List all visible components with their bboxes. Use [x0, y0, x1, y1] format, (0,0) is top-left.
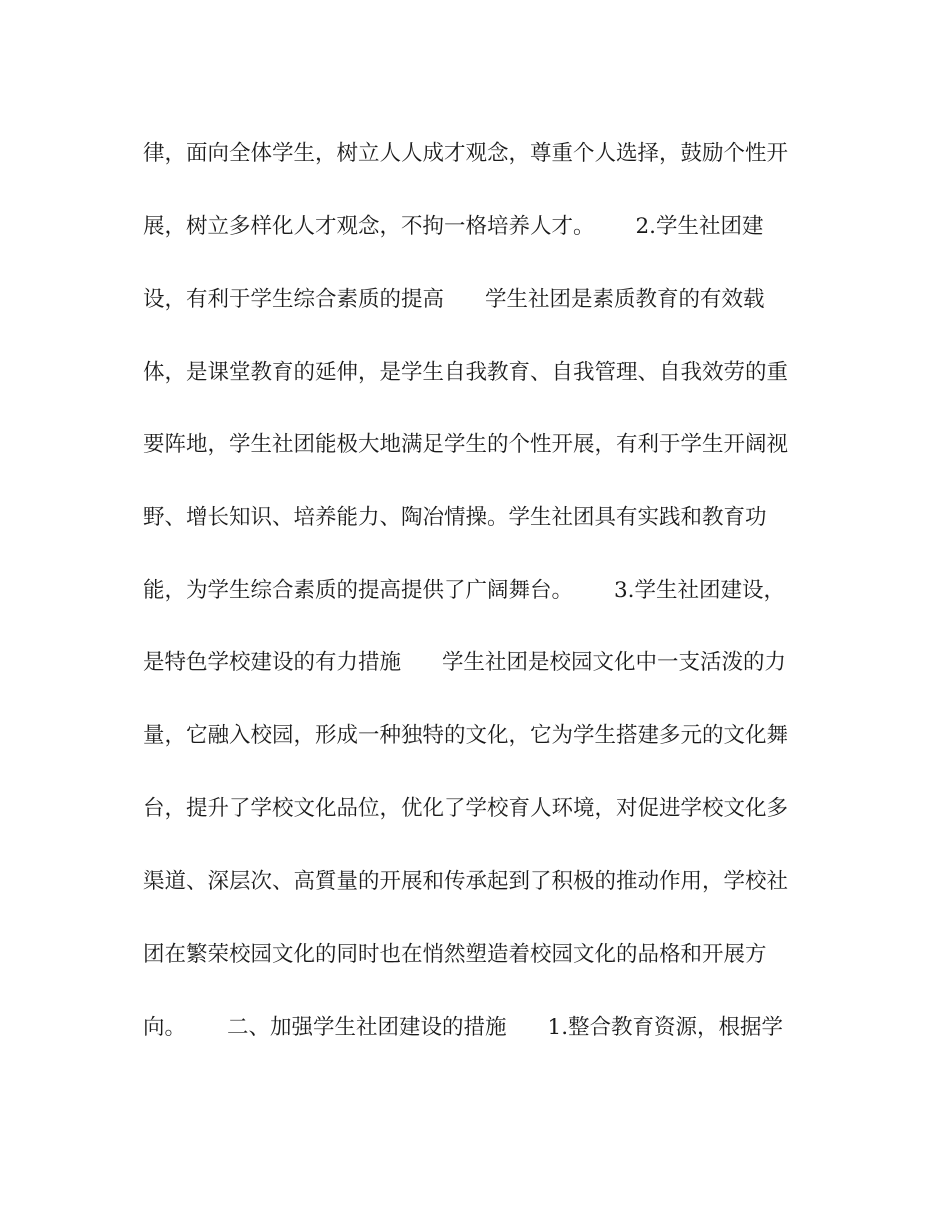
- text-line: 量，它融入校园，形成一种独特的文化，它为学生搭建多元的文化舞: [143, 723, 789, 748]
- text-line: 向。 二、加强学生社团建设的措施 1.整合教育资源，根据学: [143, 1015, 784, 1040]
- text-line: 团在繁荣校园文化的同时也在悄然塑造着校园文化的品格和开展方: [143, 942, 767, 967]
- text-line: 要阵地，学生社团能极大地满足学生的个性开展，有利于学生开阔视: [143, 432, 789, 457]
- text-line: 渠道、深层次、高質量的开展和传承起到了积极的推动作用，学校社: [143, 869, 789, 894]
- text-line: 能，为学生综合素质的提高提供了广阔舞台。 3.学生社团建设，: [143, 578, 786, 603]
- text-line: 体，是课堂教育的延伸，是学生自我教育、自我管理、自我效劳的重: [143, 360, 789, 385]
- text-line: 是特色学校建设的有力措施 学生社团是校园文化中一支活泼的力: [143, 650, 787, 675]
- text-line: 台，提升了学校文化品位，优化了学校育人环境，对促进学校文化多: [143, 796, 789, 821]
- text-line: 律，面向全体学生，树立人人成才观念，尊重个人选择，鼓励个性开: [143, 141, 789, 166]
- text-line: 野、增长知识、培养能力、陶冶情操。学生社团具有实践和教育功: [143, 505, 767, 530]
- text-line: 设，有利于学生综合素质的提高 学生社团是素质教育的有效载: [143, 287, 765, 312]
- text-line: 展，树立多样化人才观念，不拘一格培养人才。 2.学生社团建: [143, 214, 764, 239]
